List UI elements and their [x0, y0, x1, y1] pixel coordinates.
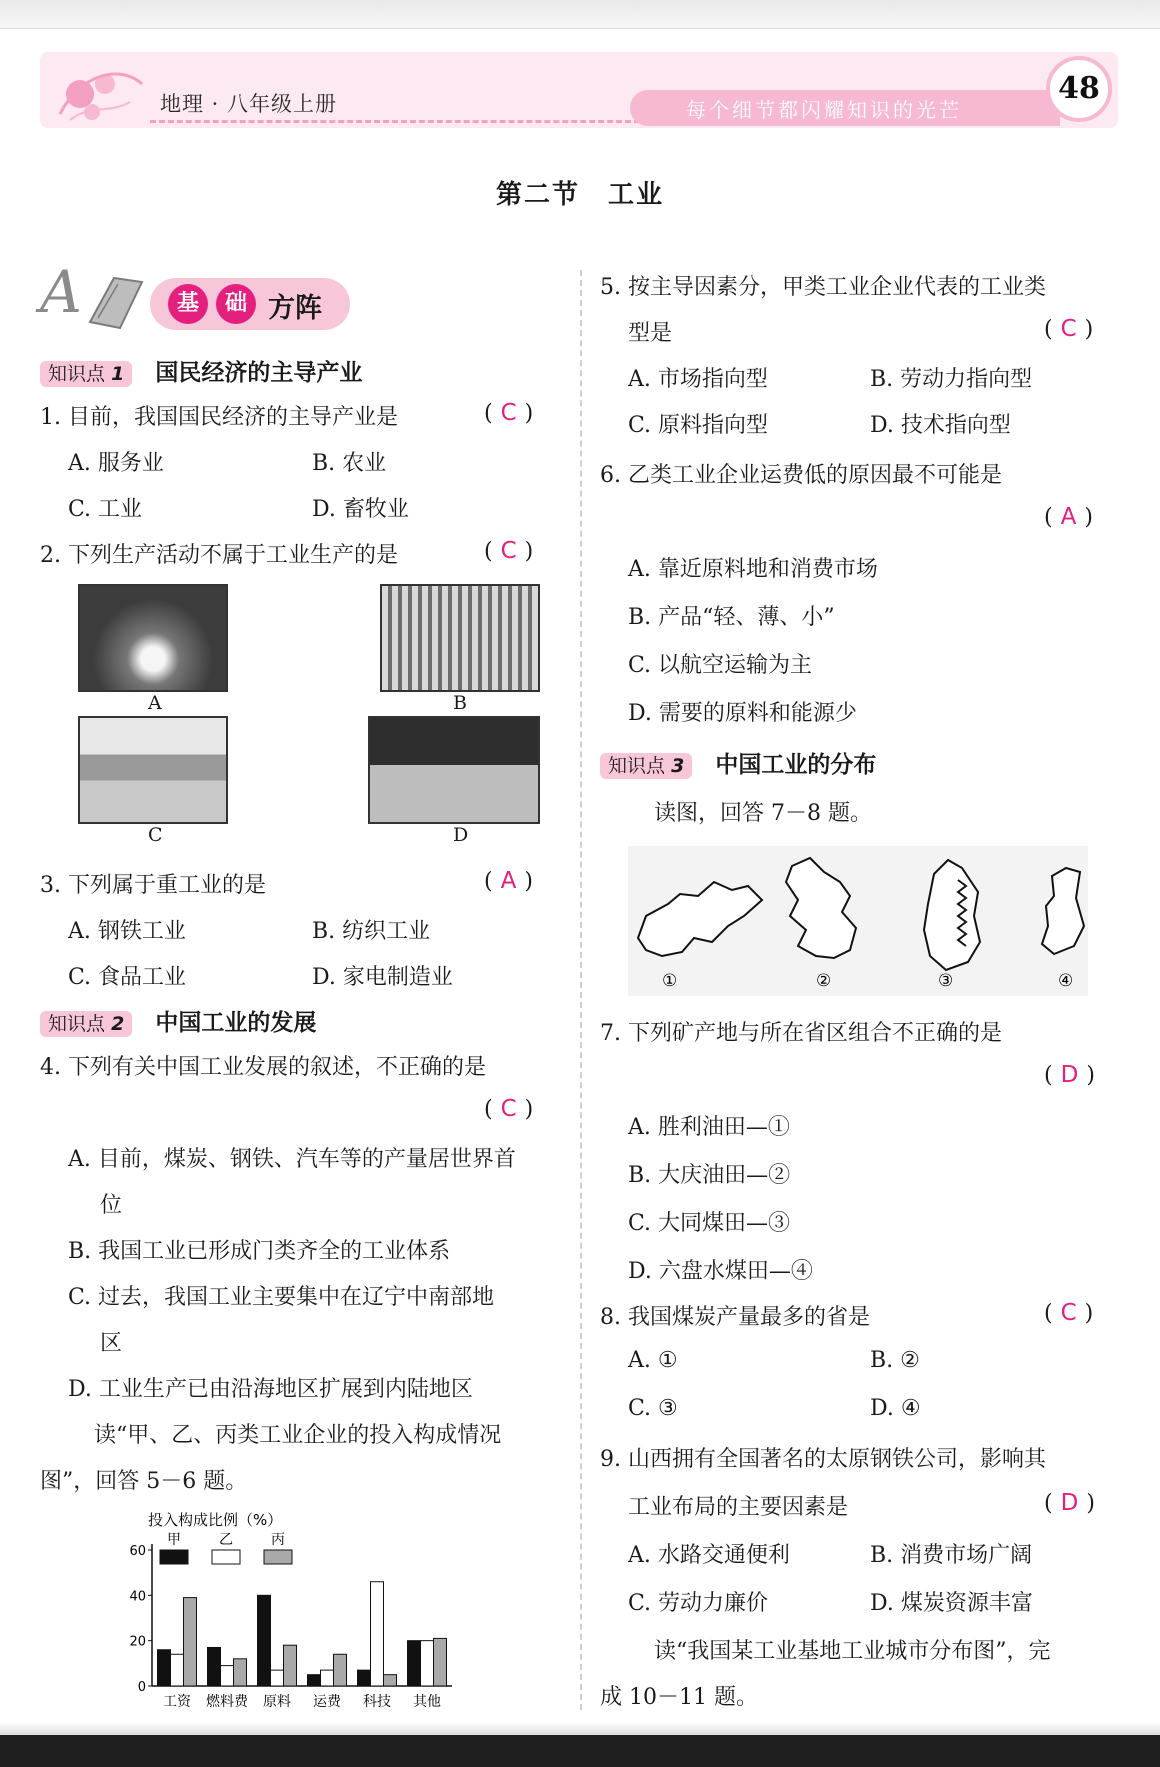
q6-answer: ( A ) [1044, 504, 1093, 530]
category-label: 工资 [163, 1694, 191, 1710]
bar [421, 1641, 434, 1686]
y-tick-label: 40 [129, 1589, 146, 1605]
q1-option: A. 服务业 [68, 451, 164, 476]
photo-label: C [148, 824, 163, 846]
q8-option: C. ③ [628, 1396, 678, 1421]
q9-option: C. 劳动力廉价 [628, 1591, 769, 1616]
q1-answer: ( C ) [484, 400, 534, 426]
y-tick-label: 60 [129, 1544, 146, 1559]
read-instruction: 成 10－11 题。 [600, 1685, 758, 1710]
read-instruction: 读“甲、乙、丙类工业企业的投入构成情况 [94, 1423, 502, 1448]
knowledge-point-3 [600, 746, 876, 779]
category-label: 科技 [363, 1694, 391, 1710]
read-instruction: 读“我国某工业基地工业城市分布图”，完 [654, 1639, 1051, 1664]
photo-label: B [453, 692, 467, 714]
chart-legend [160, 1532, 292, 1564]
province-outline-map [628, 846, 1088, 996]
q7-option: B. 大庆油田—② [628, 1163, 791, 1188]
q6-option: C. 以航空运输为主 [628, 653, 813, 678]
q6-option: A. 靠近原料地和消费市场 [628, 557, 878, 582]
chart-title: 投入构成比例（%） [148, 1511, 283, 1529]
q9-option: A. 水路交通便利 [628, 1543, 790, 1568]
q7-option: C. 大同煤田—③ [628, 1211, 791, 1236]
logo-letter: A [40, 258, 82, 326]
chart-category-labels [163, 1693, 441, 1710]
bar [258, 1595, 271, 1686]
bar [158, 1650, 171, 1686]
y-tick-label: 0 [137, 1680, 146, 1695]
legend-label: 甲 [167, 1532, 181, 1548]
category-label: 原料 [263, 1694, 291, 1710]
bar [171, 1654, 184, 1686]
kp-badge: 知识点 2 [40, 1011, 132, 1037]
q6-option: B. 产品“轻、薄、小” [628, 605, 835, 630]
legend-swatch [160, 1550, 188, 1564]
bar [308, 1675, 321, 1686]
q3-option: C. 食品工业 [68, 965, 187, 990]
photo-electronics-factory [368, 716, 540, 824]
section-title: 第二节 工业 [495, 180, 664, 210]
book-icon [84, 268, 150, 334]
q4-answer: ( C ) [484, 1096, 534, 1122]
logo-text: 方阵 [268, 293, 322, 324]
map-label: ① [662, 971, 678, 991]
q1-option: C. 工业 [68, 497, 143, 522]
q8-option: B. ② [870, 1348, 920, 1373]
bar [221, 1666, 234, 1686]
q7-option: A. 胜利油田—① [628, 1115, 790, 1140]
q1-option: B. 农业 [312, 451, 387, 476]
column-divider [580, 270, 582, 1710]
q4-option-cont: 位 [100, 1193, 123, 1218]
bar [334, 1654, 347, 1686]
viewer-bottom-bar [0, 1735, 1160, 1767]
bar [384, 1675, 397, 1686]
map-label: ② [816, 971, 832, 991]
photo-label: A [148, 692, 162, 714]
q9-stem: 9. 山西拥有全国著名的太原钢铁公司，影响其 [600, 1447, 1046, 1472]
bar [208, 1647, 221, 1686]
chart-bars [158, 1582, 447, 1686]
flower-ornament-icon [50, 54, 150, 126]
kp-title: 中国工业的分布 [715, 752, 877, 778]
kp-badge: 知识点 3 [600, 753, 692, 779]
logo-char-1: 基 [168, 284, 208, 324]
bar [234, 1659, 247, 1686]
legend-swatch [264, 1550, 292, 1564]
slogan: 每个细节都闪耀知识的光芒 [686, 98, 962, 122]
bar [321, 1670, 334, 1686]
header-dashes [150, 120, 640, 123]
q7-option: D. 六盘水煤田—④ [628, 1259, 813, 1284]
photo-label: D [453, 824, 469, 846]
book-title: 地理 · 八年级上册 [160, 92, 338, 116]
q2-answer: ( C ) [484, 538, 534, 564]
q5-option: B. 劳动力指向型 [870, 367, 1033, 392]
q5-option: C. 原料指向型 [628, 413, 769, 438]
bar [284, 1645, 297, 1686]
legend-label: 丙 [271, 1532, 285, 1548]
q5-option: A. 市场指向型 [628, 367, 768, 392]
q9-option: D. 煤炭资源丰富 [870, 1591, 1033, 1616]
bar [408, 1641, 421, 1686]
kp-title: 国民经济的主导产业 [155, 360, 363, 386]
q8-option: D. ④ [870, 1396, 921, 1421]
page-bottom-shadow [0, 1722, 1160, 1735]
q8-stem: 8. 我国煤炭产量最多的省是 [600, 1305, 870, 1330]
q4-option: B. 我国工业已形成门类齐全的工业体系 [68, 1239, 451, 1264]
q5-stem-cont: 型是 [628, 321, 673, 346]
q9-stem-cont: 工业布局的主要因素是 [628, 1495, 849, 1520]
bar [184, 1598, 197, 1686]
q3-option: A. 钢铁工业 [68, 919, 186, 944]
q1-option: D. 畜牧业 [312, 497, 409, 522]
q2-stem: 2. 下列生产活动不属于工业生产的是 [40, 543, 398, 568]
bar [271, 1670, 284, 1686]
q4-option-cont: 区 [100, 1331, 123, 1356]
input-structure-chart [118, 1508, 478, 1720]
q7-answer: ( D ) [1044, 1062, 1095, 1088]
read-instruction: 读图，回答 7－8 题。 [654, 801, 872, 826]
q3-option: D. 家电制造业 [312, 965, 453, 990]
q5-stem: 5. 按主导因素分，甲类工业企业代表的工业类 [600, 275, 1046, 300]
q6-stem: 6. 乙类工业企业运费低的原因最不可能是 [600, 463, 1002, 488]
q7-stem: 7. 下列矿产地与所在省区组合不正确的是 [600, 1021, 1002, 1046]
kp-title: 中国工业的发展 [155, 1010, 317, 1036]
map-label: ③ [938, 971, 954, 991]
q8-answer: ( C ) [1044, 1300, 1094, 1326]
bar [358, 1670, 371, 1686]
q3-stem: 3. 下列属于重工业的是 [40, 873, 266, 898]
photo-harvester [78, 716, 228, 824]
photo-textile-factory [380, 584, 540, 692]
read-instruction: 图”，回答 5－6 题。 [40, 1469, 248, 1494]
category-label: 燃料费 [206, 1694, 248, 1710]
map-label: ④ [1058, 971, 1074, 991]
q5-answer: ( C ) [1044, 316, 1094, 342]
q6-option: D. 需要的原料和能源少 [628, 701, 857, 726]
legend-label: 乙 [219, 1532, 233, 1548]
y-tick-label: 20 [129, 1634, 146, 1650]
photo-steel-mill [78, 584, 228, 692]
q4-option: A. 目前，煤炭、钢铁、汽车等的产量居世界首 [68, 1147, 516, 1172]
knowledge-point-2 [40, 1004, 316, 1037]
kp-badge: 知识点 1 [40, 361, 132, 387]
q3-option: B. 纺织工业 [312, 919, 431, 944]
category-label: 其他 [413, 1694, 441, 1710]
q4-stem: 4. 下列有关中国工业发展的叙述，不正确的是 [40, 1055, 486, 1080]
legend-swatch [212, 1550, 240, 1564]
q9-answer: ( D ) [1044, 1490, 1095, 1516]
bar [371, 1582, 384, 1686]
q9-option: B. 消费市场广阔 [870, 1543, 1033, 1568]
q1-stem: 1. 目前，我国国民经济的主导产业是 [40, 405, 398, 430]
q4-option: D. 工业生产已由沿海地区扩展到内陆地区 [68, 1377, 473, 1402]
category-label: 运费 [313, 1694, 341, 1710]
page-number: 48 [1046, 56, 1112, 122]
knowledge-point-1 [40, 354, 362, 387]
bar [434, 1638, 447, 1686]
q3-answer: ( A ) [484, 868, 533, 894]
q4-option: C. 过去，我国工业主要集中在辽宁中南部地 [68, 1285, 495, 1310]
q8-option: A. ① [628, 1348, 678, 1373]
logo-char-2: 础 [216, 284, 256, 324]
q5-option: D. 技术指向型 [870, 413, 1011, 438]
viewer-top-bar [0, 0, 1160, 29]
